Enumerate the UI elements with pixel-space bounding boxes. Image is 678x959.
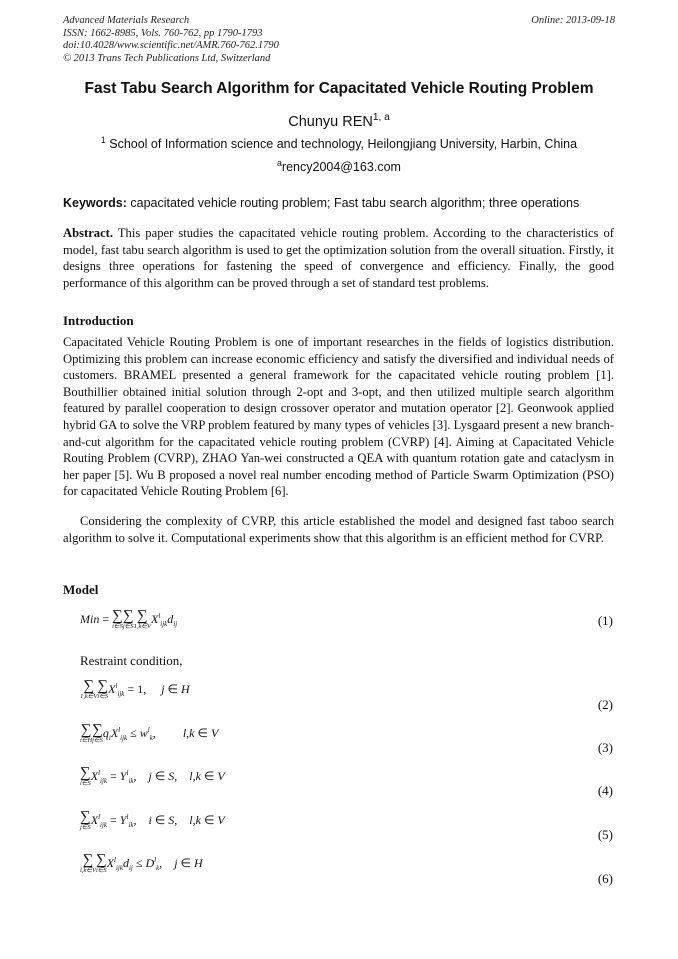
keywords	[63, 196, 623, 210]
issn-line: ISSN: 1662-8985, Vols. 760-762, pp 1790-1793	[63, 27, 263, 39]
email-sup: a	[277, 157, 282, 168]
abstract-label: Abstract.	[63, 226, 114, 240]
journal-header	[63, 15, 279, 65]
doi-line: doi:10.4028/www.scientific.net/AMR.760-762.1790	[63, 40, 279, 51]
abstract-text: This paper studies the capacitated vehicle routing problem. According to the characteristics of model, fast tabu search algorithm is used to get the optimization solution from the overall situation. Firstly, it designs three operations for fastening the speed of convergence and efficiency. Finally, the good performance of this algorithm can be proved through a set of standard test problems.	[63, 226, 614, 290]
equation-number-3: (3)	[597, 740, 613, 755]
author-name: Chunyu REN	[288, 114, 373, 130]
equation-1: Min = ∑ i∈S ∑ j∈S ∑ 1,k∈V $X^l_{ijk}d_{ij}$	[80, 608, 178, 630]
equation-number-1: (1)	[597, 613, 613, 628]
equation-4: ∑ i∈S $X^l_{ijk} = Y^l_{ik}$, j ∈ S, l,k ∈ V	[80, 765, 225, 787]
equation-number-2: (2)	[597, 697, 613, 712]
author-line	[0, 114, 678, 130]
journal-name: Advanced Materials Research	[63, 15, 190, 26]
equation-number-5: (5)	[597, 827, 613, 842]
model-heading: Model	[63, 582, 99, 597]
affil-text: School of Information science and technology, Heilongjiang University, Harbin, China	[105, 137, 578, 151]
author-sup: 1, a	[372, 112, 390, 124]
email-line	[0, 157, 678, 174]
equation-6: ∑ l,k∈V ∑ i∈S $X^l_{ijk}d_{ij} \le D^l_k$, j ∈ H	[80, 852, 203, 874]
restraint-label: Restraint condition,	[80, 653, 183, 668]
intro-paragraph-1: Capacitated Vehicle Routing Problem is one of important researches in the fields of logistics distribution. Optimizing this problem can increase economic efficiency and satisfy the diversified and individual needs of customers. BRAMEL presented a general framework for the capacitated vehicle routing problem [1]. Bouthillier obtained initial solution through 2-opt and 3-opt, and then utilized multiple search algorithm featured by parallel cooperation to design crossover operator and mutation operator [2]. Geonwook applied hybrid GA to solve the VRP problem featured by many types of vehicles [3]. Lysgaard present a new branch-and-cut algorithm for the capacitated vehicle routing problem (CVRP) [4]. Aiming at Capacitated Vehicle Routing Problem (CVRP), ZHAO Yan-wei constructed a QEA with quantum rotation gate and cataclysm in her paper [5]. Wu B proposed a novel real number encoding method of Particle Swarm Optimization (PSO) for capacitated Vehicle Routing Problem [6].	[63, 335, 614, 499]
equation-3: ∑ i∈H ∑ j∈S $q_iX^l_{ijk} \le w^l_k$, l,k ∈ V	[80, 722, 219, 744]
equation-number-6: (6)	[597, 871, 613, 886]
equation-number-4: (4)	[597, 783, 613, 798]
online-date: Online: 2013-09-18	[531, 15, 615, 26]
equation-2: ∑ 1,k∈V ∑ i∈S $X^l_{ijk} = 1$, j ∈ H	[80, 678, 190, 700]
introduction-heading: Introduction	[63, 313, 134, 328]
email-address[interactable]: rency2004@163.com	[281, 160, 401, 174]
affil-sup: 1	[100, 134, 106, 145]
copyright-line: © 2013 Trans Tech Publications Ltd, Switzerland	[63, 52, 271, 64]
keywords-label: Keywords:	[63, 196, 127, 210]
keywords-text: capacitated vehicle routing problem; Fast tabu search algorithm; three operations	[126, 196, 580, 210]
equation-5: ∑ j∈S $X^l_{ijk} = Y^l_{ik}$, i ∈ S, l,k ∈ V	[80, 809, 225, 831]
intro-paragraph-2: Considering the complexity of CVRP, this article established the model and designed fast taboo search algorithm to solve it. Computational experiments show that this algorithm is an efficient method for CVRP.	[63, 514, 614, 545]
paper-title: Fast Tabu Search Algorithm for Capacitated Vehicle Routing Problem	[84, 80, 594, 97]
abstract	[63, 225, 614, 291]
affiliation	[0, 134, 678, 151]
